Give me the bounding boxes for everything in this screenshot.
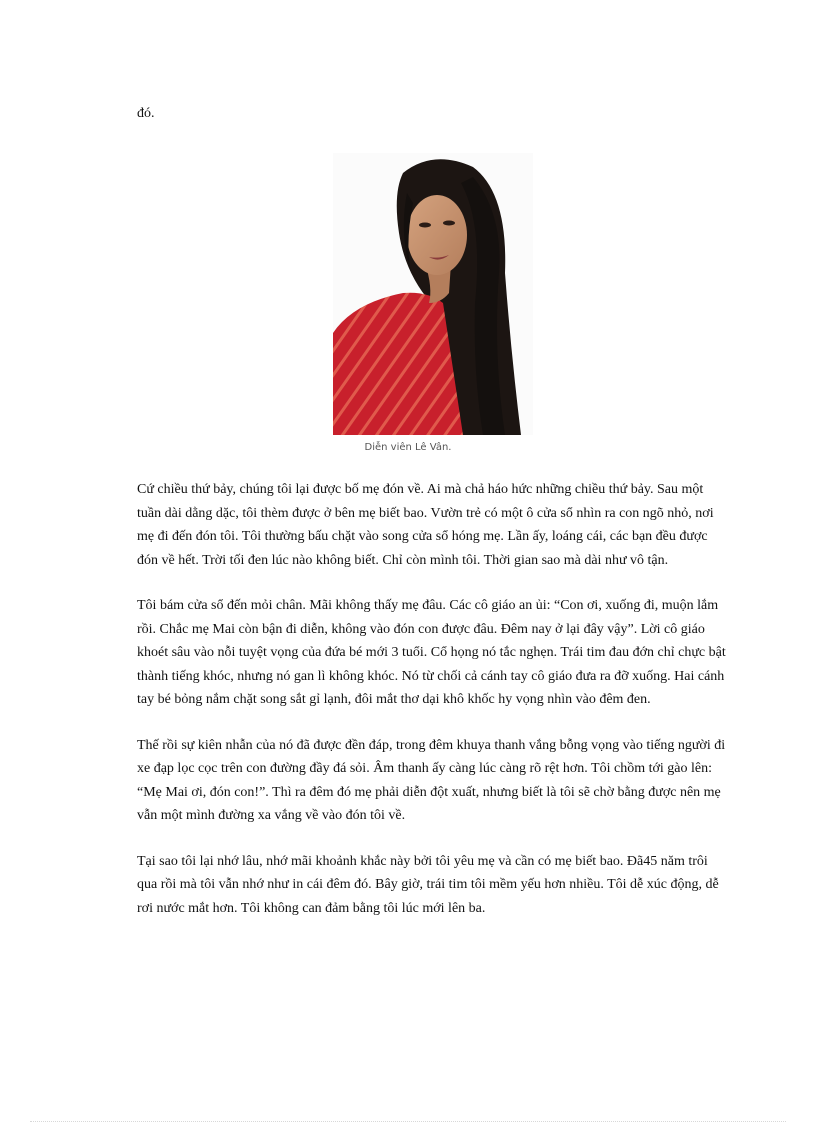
article-body xyxy=(137,478,727,942)
paragraph: Tôi bám cửa sổ đến mỏi chân. Mãi không thấy mẹ đâu. Các cô giáo an ủi: “Con ơi, xuống đi, muộn lắm rồi. Chắc mẹ Mai còn bận đi diễn, không vào đón con được đâu. Đêm nay ở lại đây vậy”. Lời cô giáo khoét sâu vào nỗi tuyệt vọng của đứa bé mới 3 tuổi. Cổ họng nó tắc nghẹn. Trái tim đau đớn chỉ chực bật thành tiếng khóc, nhưng nó gan lì không khóc. Nó từ chối cả cánh tay cô giáo đưa ra đỡ xuống. Hai cánh tay bé bỏng nắm chặt song sắt gỉ lạnh, đôi mắt thơ dại khô khốc hy vọng nhìn vào đêm đen. xyxy=(137,598,726,707)
portrait-photo xyxy=(333,153,533,435)
lead-text: đó. xyxy=(137,106,155,121)
figure-caption: Diễn viên Lê Vân. xyxy=(364,442,452,453)
portrait-illustration xyxy=(333,153,533,435)
paragraph: Thế rồi sự kiên nhẫn của nó đã được đền đáp, trong đêm khuya thanh vắng bỗng vọng vào tiếng người đi xe đạp lọc cọc trên con đường đầy đá sỏi. Âm thanh ấy càng lúc càng rõ rệt hơn. Tôi chồm tới gào lên: “Mẹ Mai ơi, đón con!”. Thì ra đêm đó mẹ phải diễn đột xuất, nhưng biết là tôi sẽ chờ bằng được nên mẹ vẫn một mình đường xa vắng về vào đón tôi về. xyxy=(137,737,726,823)
page-bottom-divider xyxy=(30,1121,786,1122)
paragraph: Tại sao tôi lại nhớ lâu, nhớ mãi khoảnh khắc này bởi tôi yêu mẹ và cần có mẹ biết bao. Đã45 năm trôi qua rồi mà tôi vẫn nhớ như in cái đêm đó. Bây giờ, trái tim tôi mềm yếu hơn nhiều. Tôi dễ xúc động, dễ rơi nước mắt hơn. Tôi không can đảm bằng tôi lúc mới lên ba. xyxy=(137,853,719,916)
paragraph: Cứ chiều thứ bảy, chúng tôi lại được bố mẹ đón về. Ai mà chả háo hức những chiều thứ bảy. Sau một tuần dài dằng dặc, tôi thèm được ở bên mẹ biết bao. Vườn trẻ có một ô cửa sổ nhìn ra con ngõ nhỏ, nơi mẹ đi đến đón tôi. Tôi thường bấu chặt vào song cửa sổ hóng mẹ. Lần ấy, loáng cái, các bạn đều được đón về hết. Trời tối đen lúc nào không biết. Chỉ còn mình tôi. Thời gian sao mà dài như vô tận. xyxy=(137,482,714,568)
